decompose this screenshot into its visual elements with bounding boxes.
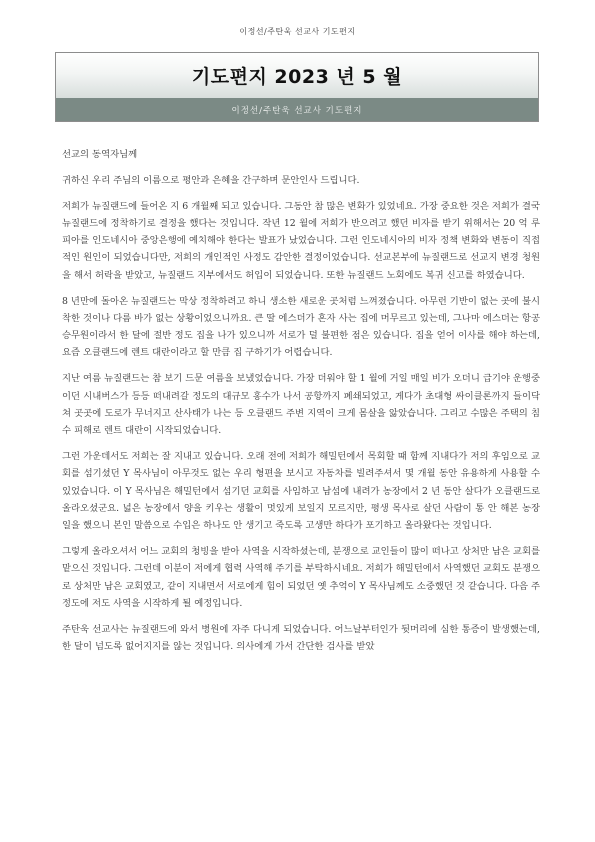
title-box	[55, 52, 539, 122]
paragraph: 그렇게 올라오셔서 어느 교회의 청빙을 받아 사역을 시작하셨는데, 분쟁으로 교인들이 많이 떠나고 상처만 남은 교회를 맡으신 것입니다. 그런데 이분이 저에게 협력 사역해 주기를 부탁하시네요. 저희가 해밀턴에서 사역했던 교회도 분쟁으로 상처만 남은 교회였고, 같이 지내면서 서로에게 힘이 되었던 옛 추억이 Y 목사님께도 소중했던 것 같습니다. 다음 주 정도에 저도 사역을 시작하게 될 예정입니다.	[62, 545, 540, 609]
running-header: 이정선/주탄욱 선교사 기도편지	[239, 27, 356, 36]
page-title: 기도편지 2023 년 5 월	[191, 66, 403, 88]
paragraph: 귀하신 우리 주님의 이름으로 평안과 은혜을 간구하며 문안인사 드립니다.	[62, 174, 360, 186]
letter-body	[62, 146, 540, 664]
paragraph: 8 년만에 돌아온 뉴질랜드는 막상 정착하려고 하니 생소한 새로운 곳처럼 느껴졌습니다. 아무런 기반이 없는 곳에 불시착한 것이나 다름 바가 없는 상황이었으니까요. 큰 딸 에스더가 혼자 사는 집에 머무르고 있는데, 그나마 에스더는 항공 승무원이라서 한 달에 절반 정도 집을 나가 있으니까 서로가 덜 불편한 점은 있습니다. 집을 얻어 이사를 해야 하는데, 요즘 오클랜드에 렌트 대란이라고 할 만큼 집 구하기가 어렵습니다.	[62, 295, 540, 359]
paragraph: 지난 여름 뉴질랜드는 참 보기 드문 여름을 보냈었습니다. 가장 더워야 할 1 월에 거일 매일 비가 오더니 급기야 운행중이던 시내버스가 등등 떠내려갈 정도의 대규모 홍수가 나서 공항까지 폐쇄되었고, 게다가 초대형 싸이클론까지 들이닥쳐 곳곳에 도로가 무너지고 산사태가 나는 등 오클랜드 주변 지역이 크게 몸살을 앓았습니다. 그리고 수많은 주택의 침수 피해로 렌트 대란이 시작되었습니다.	[62, 373, 540, 437]
title-banner	[56, 53, 538, 98]
paragraph: 주탄욱 선교사는 뉴질랜드에 와서 병원에 자주 다니게 되었습니다. 어느날부터인가 뒷머리에 심한 통증이 발생했는데, 한 달이 넘도록 없어지지를 않는 것입니다. 의사에게 가서 간단한 검사를 받았	[62, 623, 540, 652]
title-subtitle: 이정선/주탄욱 선교사 기도편지	[56, 98, 538, 121]
paragraph: 저희가 뉴질랜드에 들어온 지 6 개월째 되고 있습니다. 그동안 참 많은 변화가 있었네요. 가장 중요한 것은 저희가 결국 뉴질랜드에 정착하기로 결정을 했다는 것입니다. 작년 12 월에 저희가 반으려고 했던 비자를 받기 위해서는 20 억 루피아를 인도네시아 중앙은행에 예치해야 한다는 발표가 났었습니다. 그런 인도네시아의 비자 정책 변화와 변동이 직접적인 원인이 되었습니다만, 저희의 개인적인 사정도 감안한 결정이었습니다. 선교본부에 뉴질랜드로 선교지 변경 청원을 해서 허락을 받았고, 뉴질랜드 지부에서도 허입이 되었습니다. 또한 뉴질랜드 노회에도 복귀 신고를 하였습니다.	[62, 200, 540, 281]
salutation: 선교의 동역자님께	[62, 149, 138, 160]
paragraph: 그런 가운데서도 저희는 잘 지내고 있습니다. 오래 전에 저희가 해밀턴에서 목회할 때 함께 지내다가 저의 후임으로 교회를 섬기셨던 Y 목사님이 아무것도 없는 우리 형편을 보시고 자동차를 빌려주셔서 몇 개월 동안 유용하게 사용할 수 있었습니다. 이 Y 목사님은 해밀턴에서 섬기던 교회를 사임하고 남섬에 내려가 농장에서 2 년 동안 살다가 오클랜드로 올라오셨군요. 넓은 농장에서 양을 키우는 생활이 멋있게 보일지 모르지만, 평생 목사로 살던 사람이 통 안 해본 농장 일을 했으니 본인 말씀으로 수입은 하나도 안 생기고 죽도록 고생만 하다가 포기하고 올라왔다는 것입니다.	[62, 450, 540, 532]
